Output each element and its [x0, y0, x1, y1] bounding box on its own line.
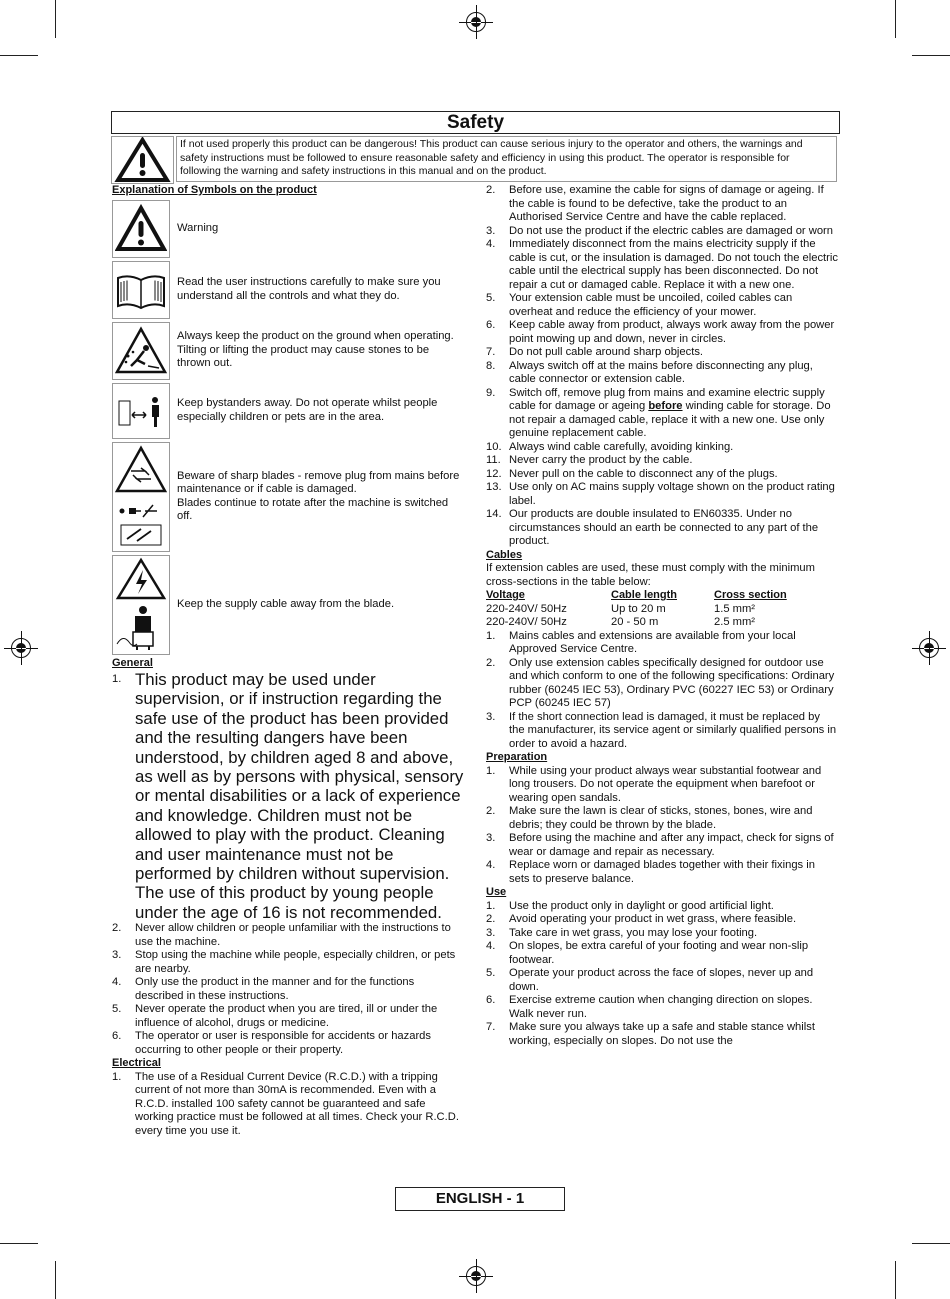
- right-column: [486, 184, 838, 1048]
- symbol-text: Warning: [177, 221, 219, 234]
- list-item: 4. On slopes, be extra careful of your footing and wear non-slip footwear.: [486, 940, 809, 966]
- list-item: 2. Only use extension cables specifically designed for outdoor use and which conform to one of the following specifications: Ordinary rubber (60245 IEC 53), Ordinary PVC (60227 IEC 53) or Ordinary PCP (60245 IEC 57): [486, 656, 835, 709]
- registration-mark-icon: [919, 638, 939, 658]
- list-item: 1. Mains cables and extensions are available from your local Approved Service Centre.: [486, 629, 796, 655]
- crop-mark: [912, 55, 950, 56]
- use-heading: Use: [486, 886, 507, 898]
- list-item: 7. Do not pull cable around sharp objects.: [486, 346, 704, 358]
- symbol-row: [112, 261, 464, 319]
- crop-mark: [55, 0, 56, 38]
- general-item-1-age-note: The use of this product by young people under the age of 16 is not recommended.: [135, 883, 442, 922]
- list-item: 7. Make sure you always take up a safe and stable stance whilst working, especially on slopes. Do not use the: [486, 1021, 815, 1047]
- emphasis-before: before: [648, 400, 683, 412]
- list-item: 4. Replace worn or damaged blades together with their fixings in sets to preserve balance.: [486, 859, 815, 885]
- cable-table: [486, 589, 838, 630]
- intro-warning-text: If not used properly this product can be dangerous! This product can cause serious injury to the operator and others, the warnings and safety instructions must be followed to ensure reasonable safety and efficiency in using this product. The operator is responsible for following the warning and safety instructions in this manual and on the product.: [176, 136, 837, 182]
- warning-triangle-icon: [111, 136, 174, 184]
- registration-mark-icon: [466, 1266, 486, 1286]
- list-item: 1. While using your product always wear substantial footwear and long trousers. Do not operate the equipment when barefoot or wearing open sandals.: [486, 764, 822, 804]
- list-item: 3. Take care in wet grass, you may lose your footing.: [486, 926, 758, 939]
- list-item: 3. Before using the machine and after any impact, check for signs of wear or damage and repair as necessary.: [486, 832, 834, 858]
- list-item: 1. Use the product only in daylight or good artificial light.: [486, 899, 774, 912]
- electric-shock-icon: [112, 555, 170, 655]
- preparation-list: [486, 765, 838, 887]
- use-list: [486, 900, 838, 1049]
- symbol-text: Blades continue to rotate after the machine is switched off.: [177, 496, 449, 522]
- crop-mark: [895, 1261, 896, 1299]
- list-item: 2. Avoid operating your product in wet grass, where feasible.: [486, 913, 797, 925]
- list-item: 3. Stop using the machine while people, especially children, or pets are nearby.: [112, 949, 456, 975]
- symbol-text: Read the user instructions carefully to make sure you understand all the controls and what they do.: [177, 276, 441, 302]
- open-book-icon: [112, 261, 170, 319]
- list-item: 2. Before use, examine the cable for signs of damage or ageing. If the cable is found to be defective, take the product to an Authorised Service Centre and have the cable replaced.: [486, 184, 824, 223]
- cables-heading: Cables: [486, 548, 523, 561]
- list-item: 10. Always wind cable carefully, avoiding kinking.: [486, 440, 734, 453]
- list-item: 2. Make sure the lawn is clear of sticks, stones, bones, wire and debris; they could be thrown by the blade.: [486, 805, 813, 831]
- list-item: 11. Never carry the product by the cable.: [486, 454, 693, 466]
- symbol-row: [112, 200, 464, 258]
- sharp-blades-icon: [112, 442, 170, 552]
- list-item: 5. Your extension cable must be uncoiled, coiled cables can overheat and reduce the efficiency of your mower.: [486, 292, 793, 318]
- table-row: 220-240V/ 50Hz 20 - 50 m 2.5 mm²: [486, 616, 756, 628]
- crop-mark: [0, 55, 38, 56]
- page-footer: ENGLISH - 1: [395, 1187, 565, 1211]
- cables-list: [486, 630, 838, 752]
- general-list: [112, 670, 464, 1057]
- list-item: 12. Never pull on the cable to disconnect any of the plugs.: [486, 467, 778, 480]
- crop-mark: [912, 1243, 950, 1244]
- list-item: 3. Do not use the product if the electric cables are damaged or worn: [486, 224, 833, 237]
- crop-mark: [895, 0, 896, 38]
- symbol-text: Keep the supply cable away from the blade.: [177, 597, 395, 610]
- registration-mark-icon: [466, 12, 486, 32]
- symbol-text: Beware of sharp blades - remove plug from mains before maintenance or if cable is damaged.: [177, 469, 460, 495]
- list-item: 13. Use only on AC mains supply voltage shown on the product rating label.: [486, 481, 835, 507]
- warning-triangle-icon: [112, 200, 170, 258]
- general-heading: General: [112, 656, 153, 669]
- cable-table-header: Voltage Cable length Cross section: [486, 589, 787, 601]
- list-item: 4. Only use the product in the manner and for the functions described in these instructions.: [112, 976, 415, 1002]
- list-item: 3. If the short connection lead is damaged, it must be replaced by the manufacturer, its service agent or similarly qualified persons in order to avoid a hazard.: [486, 710, 837, 750]
- crop-mark: [55, 1261, 56, 1299]
- registration-mark-icon: [11, 638, 31, 658]
- list-item: 6. The operator or user is responsible for accidents or hazards occurring to other people or their property.: [112, 1030, 431, 1056]
- electrical-list-continued: [486, 184, 838, 549]
- list-item: 5. Never operate the product when you are tired, ill or under the influence of alcohol, drugs or medicine.: [112, 1003, 438, 1029]
- page-title: Safety: [111, 111, 840, 134]
- list-item: 6. Exercise extreme caution when changing direction on slopes. Walk never run.: [486, 994, 813, 1020]
- bystander-distance-icon: [112, 383, 170, 439]
- symbol-row: [112, 442, 464, 552]
- symbol-row: [112, 555, 464, 655]
- symbol-text-group: [170, 442, 464, 552]
- crop-mark: [0, 1243, 38, 1244]
- list-item: 1. The use of a Residual Current Device (R.C.D.) with a tripping current of not more than 30mA is recommended. Even with a R.C.D. installed 100 safety cannot be guaranteed and safe working practice must be followed at all times. Check your R.C.D. every time you use it.: [112, 1070, 459, 1137]
- symbol-row: [112, 322, 464, 380]
- symbol-text: Always keep the product on the ground when operating. Tilting or lifting the product may cause stones to be thrown out.: [177, 330, 454, 370]
- list-item: 2. Never allow children or people unfamiliar with the instructions to use the machine.: [112, 922, 451, 948]
- thrown-stones-icon: [112, 322, 170, 380]
- general-item-1-text: This product may be used under supervision, or if instruction regarding the safe use of the product has been provided and the resulting dangers have been understood, by children aged 8 and above, as well as by persons with physical, sensory or mental disabilities or a lack of experience and knowledge. Children must not be allowed to play with the product. Cleaning and user maintenance must not be performed by children without supervision.: [135, 670, 464, 884]
- left-column: [112, 184, 464, 1138]
- electrical-list: [112, 1071, 464, 1139]
- symbols-heading: Explanation of Symbols on the product: [112, 184, 317, 196]
- list-item: 5. Operate your product across the face of slopes, never up and down.: [486, 967, 814, 993]
- cables-intro: If extension cables are used, these must comply with the minimum cross-sections in the table below:: [486, 562, 815, 588]
- electrical-heading: Electrical: [112, 1057, 161, 1070]
- list-item: 4. Immediately disconnect from the mains electricity supply if the cable is cut, or the insulation is damaged. Do not touch the electric cable until the electrical supply has been disconnected. Do not repair a cut or damaged cable. Replace it with a new one.: [486, 238, 838, 291]
- table-row: 220-240V/ 50Hz Up to 20 m 1.5 mm²: [486, 602, 756, 615]
- list-item: 14. Our products are double insulated to EN60335. Under no circumstances should an earth be connected to any part of the product.: [486, 508, 819, 547]
- list-item: 9. Switch off, remove plug from mains and examine electric supply cable for damage or ageing before winding cable for storage. Do not repair a damaged cable, replace it with a new one. Use only genuine replacement cable.: [486, 386, 831, 439]
- list-item: 1. This product may be used under supervision, or if instruction regarding the safe use of the product has been provided and the resulting dangers have been understood, by children aged 8 and above, as well as by persons with physical, sensory or mental disabilities or a lack of experience and knowledge. Children must not be allowed to play with the product. Cleaning and user maintenance must not be performed by children without supervision. The use of this product by young people under the age of 16 is not recommended.: [112, 670, 464, 922]
- preparation-heading: Preparation: [486, 751, 548, 763]
- symbol-row: [112, 383, 464, 439]
- symbol-text: Keep bystanders away. Do not operate whilst people especially children or pets are in the area.: [177, 397, 438, 423]
- list-item: 6. Keep cable away from product, always work away from the power point mowing up and down, never in circles.: [486, 319, 835, 345]
- list-item: 8. Always switch off at the mains before disconnecting any plug, cable connector or extension cable.: [486, 359, 813, 385]
